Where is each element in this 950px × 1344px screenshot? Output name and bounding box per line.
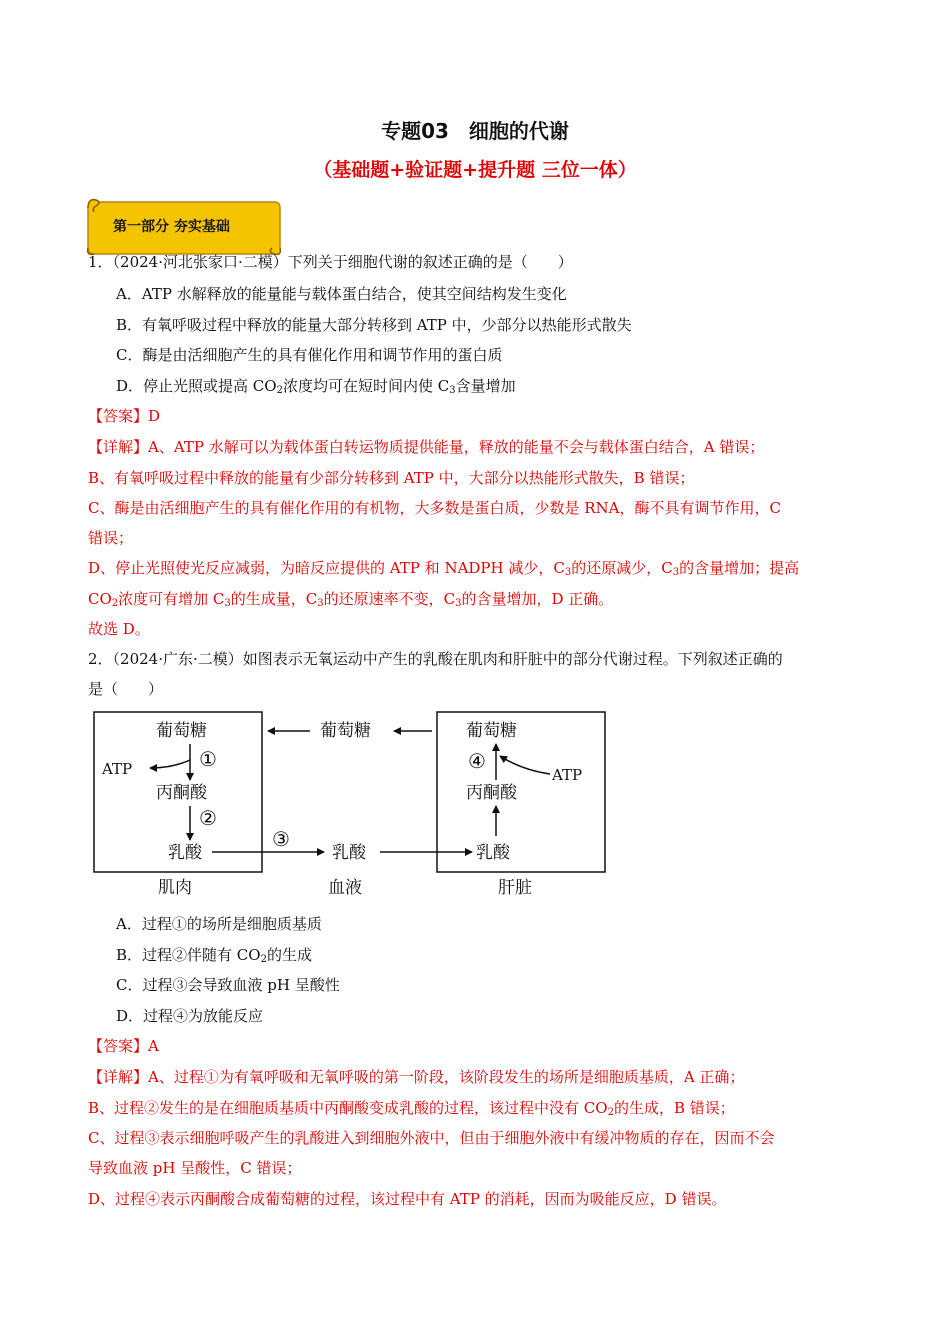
q2-option-d: D．过程④为放能反应 <box>116 1007 264 1025</box>
q2-stem-line2: 是（ ） <box>88 680 164 698</box>
muscle-pyruvate-label: 丙酮酸 <box>156 783 207 803</box>
q2-answer: 【答案】A <box>88 1037 159 1055</box>
q1-explanation-4: 错误； <box>88 529 134 547</box>
q1-explanation-2: B、有氧呼吸过程中释放的能量有少部分转移到 ATP 中，大部分以热能形式散失，B 错误； <box>88 469 695 487</box>
q1-explanation-6: $CO_2$浓度可有增加 $C_3$的生成量，$C_3$的还原速率不变，$C_3$的含量增加，D 正确。 <box>88 590 614 609</box>
q1-explanation-3: C、酶是由活细胞产生的具有催化作用的有机物，大多数是蛋白质，少数是 RNA，酶不具有调节作用，C <box>88 499 781 517</box>
q2-explanation-3: C、过程③表示细胞呼吸产生的乳酸进入到细胞外液中，但由于细胞外液中有缓冲物质的存在，因而不会 <box>88 1129 775 1147</box>
q2-explanation-1: 【详解】A、过程①为有氧呼吸和无氧呼吸的第一阶段，该阶段发生的场所是细胞质基质，A 正确； <box>88 1068 745 1086</box>
muscle-caption: 肌肉 <box>158 878 192 898</box>
step-1-label: ① <box>199 747 217 771</box>
blood-lactate-label: 乳酸 <box>332 843 366 863</box>
q2-stem-line1: 2．（2024·广东·二模）如图表示无氧运动中产生的乳酸在肌肉和肝脏中的部分代谢过程。下列叙述正确的 <box>88 650 783 668</box>
q2-explanation-4: 导致血液 pH 呈酸性，C 错误； <box>88 1159 302 1177</box>
page-subtitle: （基础题+验证题+提升题 三位一体） <box>313 159 637 181</box>
q1-option-b: B．有氧呼吸过程中释放的能量大部分转移到 ATP 中，少部分以热能形式散失 <box>116 316 632 334</box>
q1-explanation-1: 【详解】A、ATP 水解可以为载体蛋白转运物质提供能量，释放的能量不会与载体蛋白结合，A 错误； <box>88 438 765 456</box>
q1-answer: 【答案】D <box>88 407 161 425</box>
muscle-atp-label: ATP <box>102 760 133 778</box>
q2-explanation-5: D、过程④表示丙酮酸合成葡萄糖的过程，该过程中有 ATP 的消耗，因而为吸能反应，D 错误。 <box>88 1190 727 1208</box>
q1-explanation-5: D、停止光照使光反应减弱，为暗反应提供的 ATP 和 NADPH 减少，$C_3$的还原减少，$C_3$的含量增加；提高 <box>88 559 800 578</box>
q1-stem: 1．（2024·河北张家口·二模）下列关于细胞代谢的叙述正确的是（ ） <box>88 253 573 271</box>
liver-box <box>437 712 605 872</box>
section-banner: 第一部分 夯实基础 <box>113 219 230 235</box>
step-3-label: ③ <box>272 827 290 851</box>
q1-option-c: C．酶是由活细胞产生的具有催化作用和调节作用的蛋白质 <box>116 346 503 364</box>
q2-option-b: B．过程②伴随有 $CO_2$的生成 <box>116 946 312 965</box>
liver-caption: 肝脏 <box>498 878 532 898</box>
q2-option-a: A．过程①的场所是细胞质基质 <box>116 915 322 933</box>
page-title: 专题03 细胞的代谢 <box>381 119 569 143</box>
muscle-glucose-label: 葡萄糖 <box>156 721 207 741</box>
muscle-lactate-label: 乳酸 <box>168 843 202 863</box>
q2-option-c: C．过程③会导致血液 pH 呈酸性 <box>116 976 340 994</box>
q1-option-d: D．停止光照或提高 $CO_2$浓度均可在短时间内使 $C_3$含量增加 <box>116 377 516 396</box>
q1-explanation-7: 故选 D。 <box>88 620 150 638</box>
step-4-label: ④ <box>468 749 486 773</box>
blood-caption: 血液 <box>328 878 362 898</box>
step-2-label: ② <box>199 806 217 830</box>
liver-pyruvate-label: 丙酮酸 <box>466 783 517 803</box>
blood-glucose-label: 葡萄糖 <box>320 721 371 741</box>
metabolism-diagram <box>92 708 612 900</box>
liver-atp-label: ATP <box>552 766 583 784</box>
q2-explanation-2: B、过程②发生的是在细胞质基质中丙酮酸变成乳酸的过程，该过程中没有 $CO_2$的生成，B 错误； <box>88 1099 735 1118</box>
liver-lactate-label: 乳酸 <box>476 843 510 863</box>
q1-option-a: A．ATP 水解释放的能量能与载体蛋白结合，使其空间结构发生变化 <box>116 285 567 303</box>
liver-glucose-label: 葡萄糖 <box>466 721 517 741</box>
